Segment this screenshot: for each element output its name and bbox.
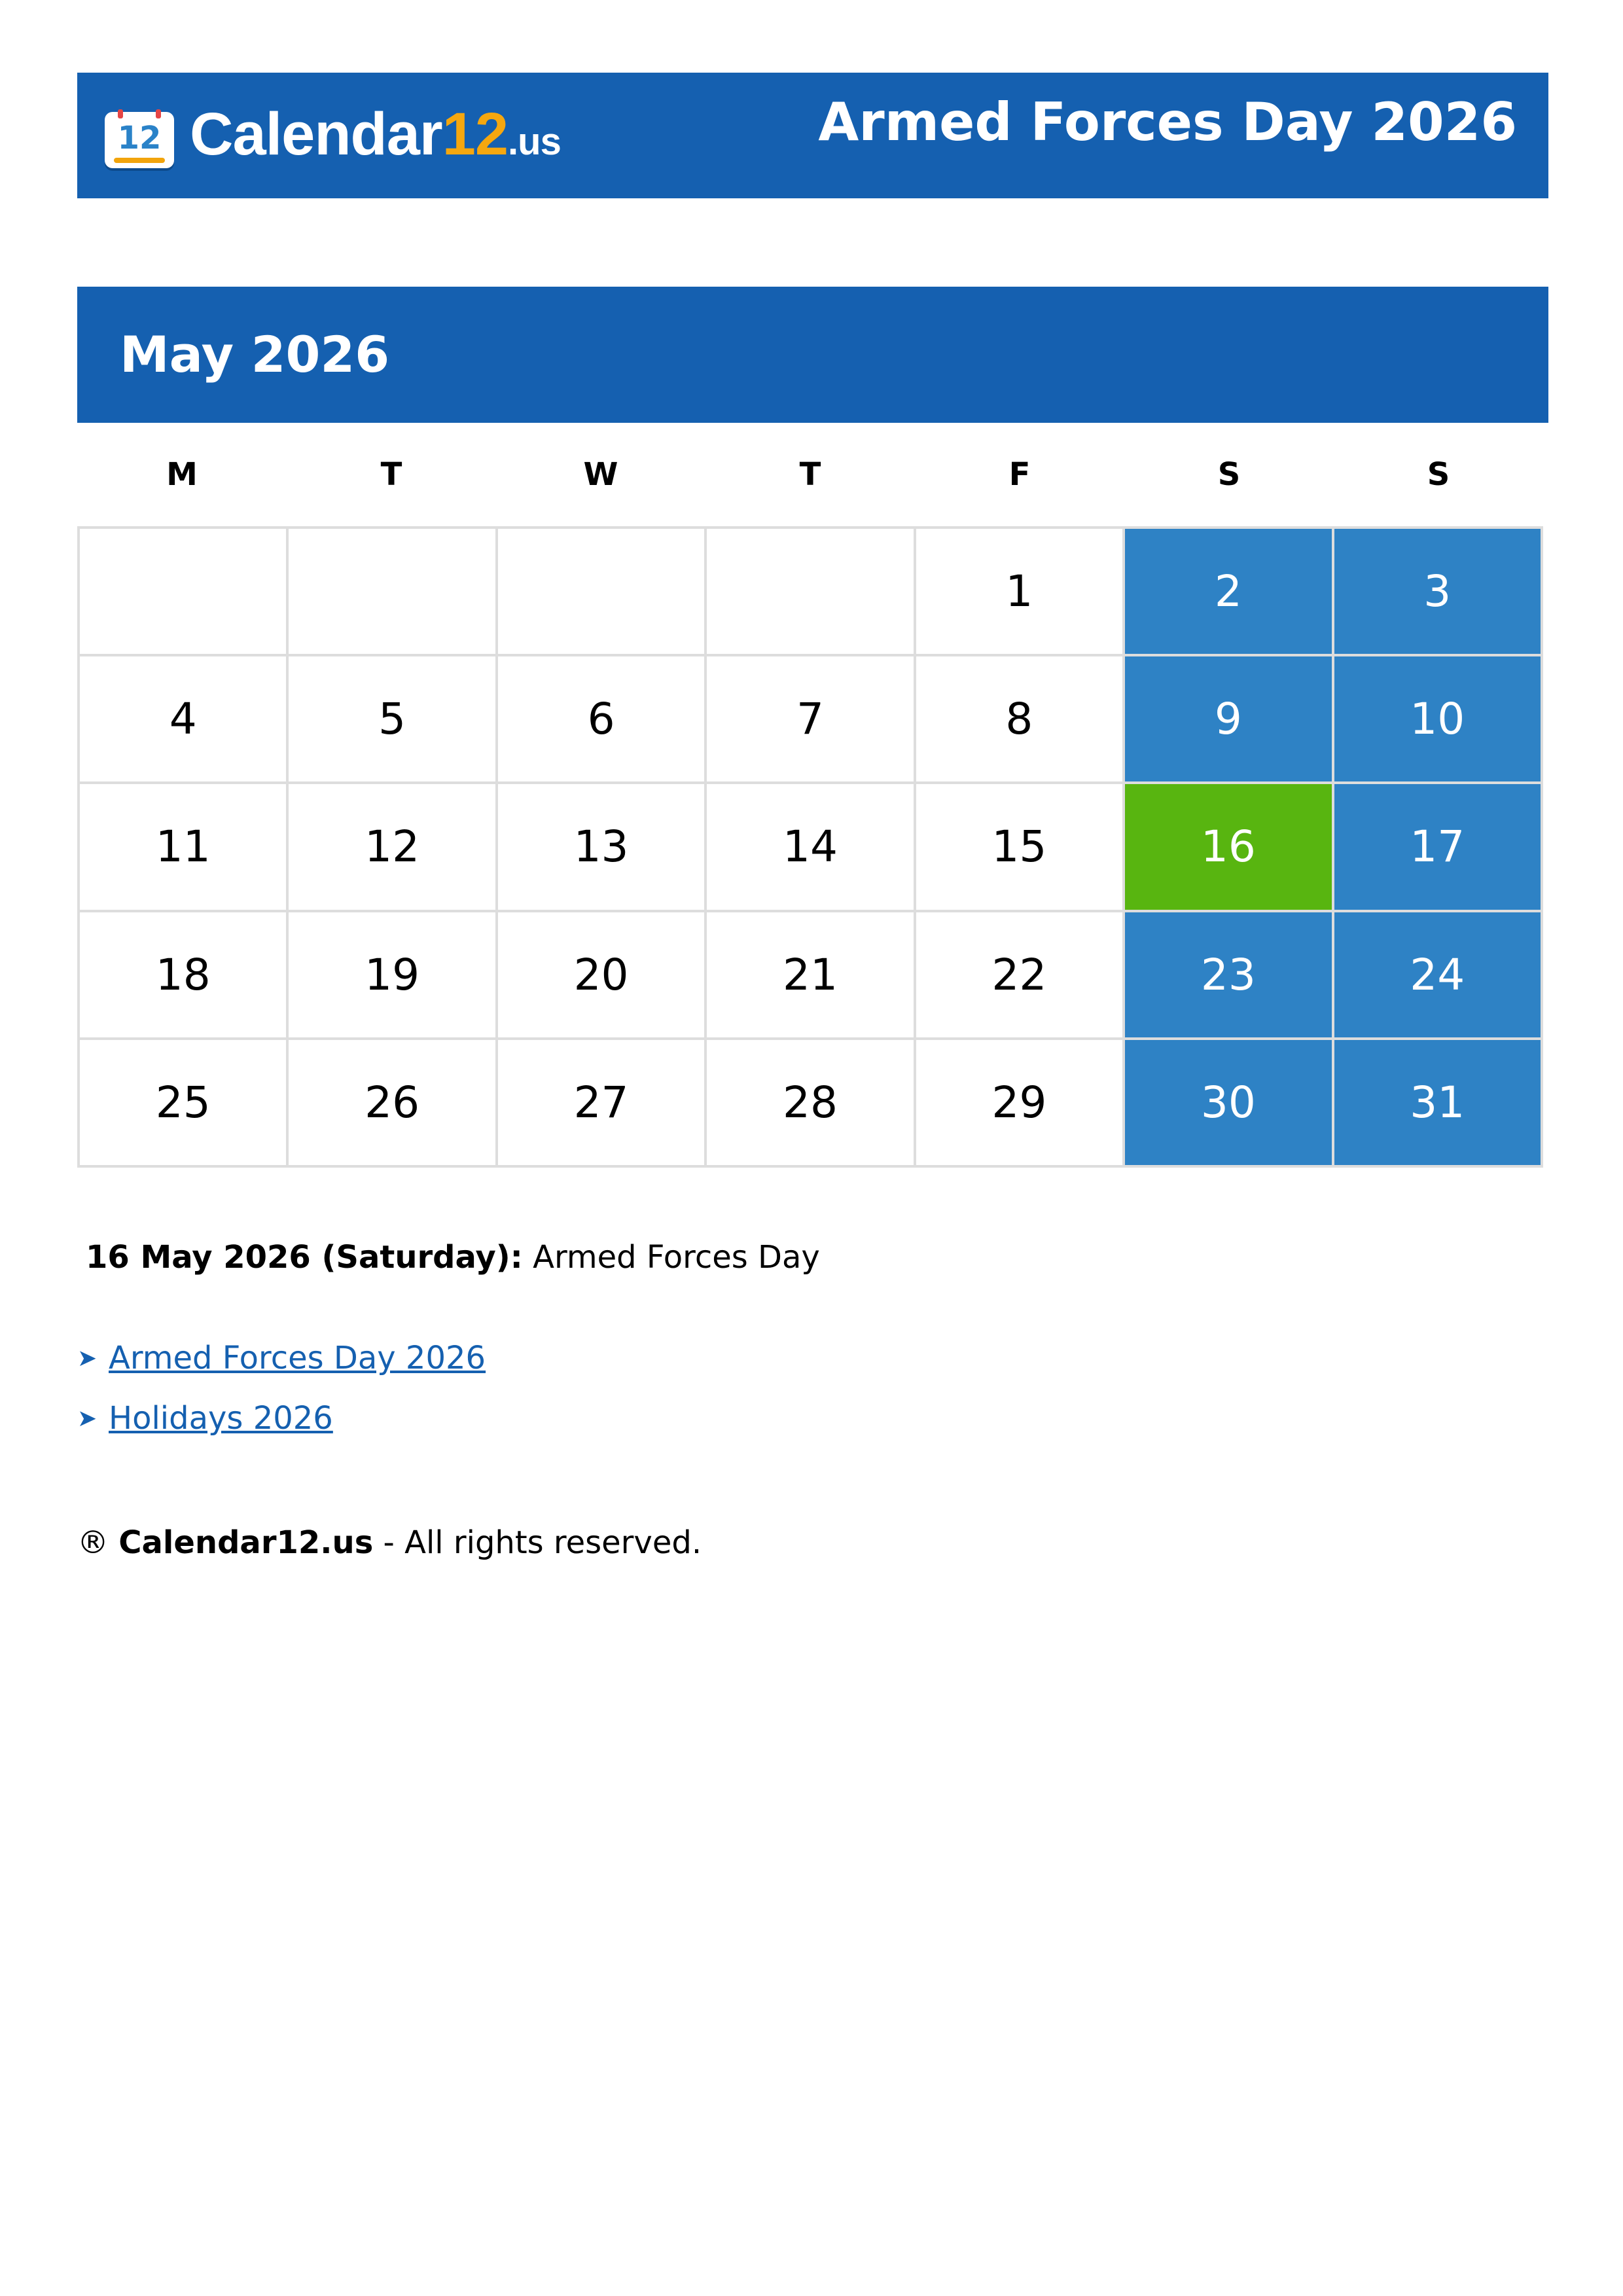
day-cell-weekend: 23	[1125, 912, 1331, 1037]
holiday-name: Armed Forces Day	[533, 1239, 820, 1276]
day-cell: 27	[498, 1040, 704, 1165]
page-title: Armed Forces Day 2026	[818, 92, 1517, 152]
month-title: May 2026	[120, 325, 390, 384]
day-cell-weekend: 9	[1125, 656, 1331, 781]
link-armed-forces-day[interactable]: Armed Forces Day 2026	[109, 1340, 486, 1376]
logo-wordmark	[190, 101, 561, 175]
day-cell-weekend: 3	[1334, 529, 1541, 654]
day-cell: 8	[916, 656, 1122, 781]
day-cell	[80, 529, 286, 654]
day-cell: 29	[916, 1040, 1122, 1165]
weekday-label: F	[1008, 456, 1031, 493]
related-links	[77, 1335, 486, 1456]
link-item	[77, 1335, 486, 1381]
calendar-logo-icon: 12	[105, 109, 174, 168]
day-cell-weekend: 10	[1334, 656, 1541, 781]
link-item	[77, 1395, 486, 1441]
arrow-right-icon: ➤	[77, 1344, 98, 1372]
weekday-label: W	[583, 456, 618, 493]
site-logo[interactable]	[105, 101, 561, 171]
footer-brand: Calendar12.us	[118, 1524, 374, 1561]
link-holidays[interactable]: Holidays 2026	[109, 1400, 333, 1437]
day-cell: 26	[289, 1040, 495, 1165]
day-cell: 4	[80, 656, 286, 781]
day-cell: 6	[498, 656, 704, 781]
month-header	[77, 287, 1548, 423]
weekday-label: M	[166, 456, 198, 493]
weekday-label: T	[380, 456, 402, 493]
day-cell: 14	[707, 784, 913, 909]
registered-symbol: ®	[77, 1524, 109, 1561]
day-cell: 25	[80, 1040, 286, 1165]
weekday-label: S	[1217, 456, 1241, 493]
weekday-label: S	[1427, 456, 1450, 493]
weekday-header-row	[77, 445, 1543, 504]
footer	[77, 1520, 702, 1566]
day-cell: 11	[80, 784, 286, 909]
site-header	[77, 73, 1548, 198]
day-cell	[707, 529, 913, 654]
day-cell	[498, 529, 704, 654]
day-cell: 19	[289, 912, 495, 1037]
day-cell	[289, 529, 495, 654]
calendar-grid	[77, 526, 1543, 1168]
day-cell-weekend: 2	[1125, 529, 1331, 654]
day-cell-weekend: 31	[1334, 1040, 1541, 1165]
day-cell: 7	[707, 656, 913, 781]
day-cell: 12	[289, 784, 495, 909]
logo-name: Calendar	[190, 101, 442, 168]
logo-number: 12	[442, 101, 508, 168]
day-cell: 28	[707, 1040, 913, 1165]
day-cell: 22	[916, 912, 1122, 1037]
holiday-note	[86, 1234, 820, 1280]
day-cell: 1	[916, 529, 1122, 654]
day-cell-weekend: 30	[1125, 1040, 1331, 1165]
day-cell: 20	[498, 912, 704, 1037]
holiday-date: 16 May 2026 (Saturday):	[86, 1239, 523, 1276]
day-cell: 21	[707, 912, 913, 1037]
weekday-label: T	[799, 456, 821, 493]
logo-tld: .us	[508, 120, 561, 163]
arrow-right-icon: ➤	[77, 1405, 98, 1432]
day-cell: 13	[498, 784, 704, 909]
day-cell: 15	[916, 784, 1122, 909]
day-cell-weekend: 17	[1334, 784, 1541, 909]
day-cell: 18	[80, 912, 286, 1037]
footer-text: - All rights reserved.	[383, 1524, 702, 1561]
day-cell-weekend: 24	[1334, 912, 1541, 1037]
day-cell-holiday: 16	[1125, 784, 1331, 909]
day-cell: 5	[289, 656, 495, 781]
